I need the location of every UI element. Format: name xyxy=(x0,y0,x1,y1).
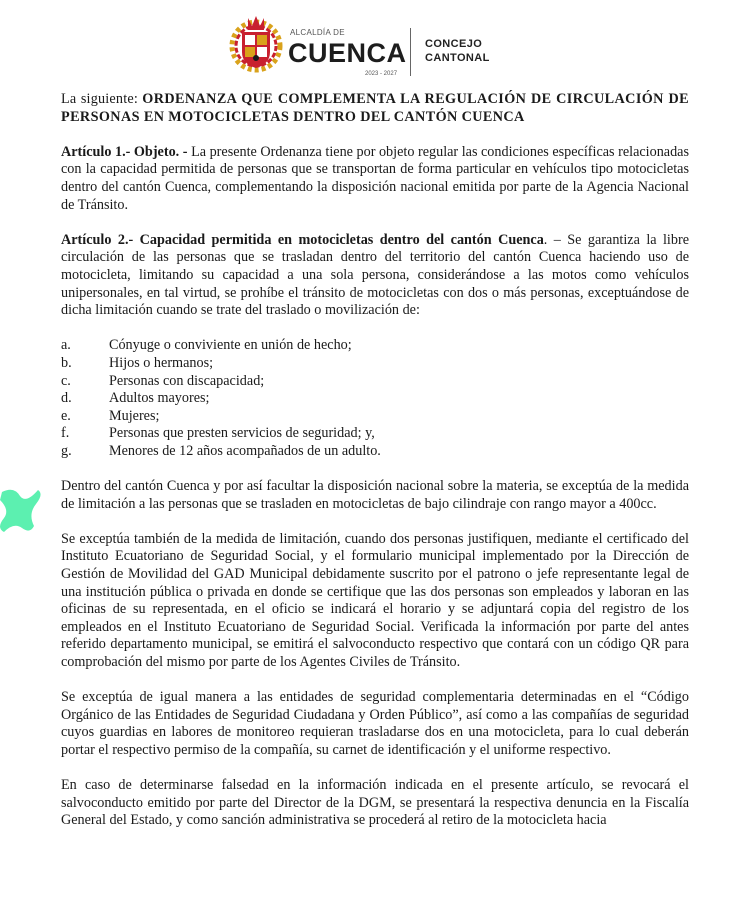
green-highlight-mark-icon xyxy=(0,482,48,538)
list-letter: d. xyxy=(61,390,72,407)
header-divider xyxy=(410,28,411,76)
list-text: Menores de 12 años acompañados de un adulto. xyxy=(109,442,381,459)
list-text: Mujeres; xyxy=(109,407,160,424)
list-text: Hijos o hermanos; xyxy=(109,354,214,371)
list-letter: a. xyxy=(61,337,71,354)
paragraph-security-exception: Se exceptúa de igual manera a las entidades de seguridad complementaria determinadas en el “Código Orgánico de las Entidades de Seguridad Ciudadana y Orden Público”, así como a las compañías de seguridad cuyos guardias en labores de monitoreo requieran trasladarse dos en una motocicleta, para lo cual deberán portar el respectivo permiso de la compañía, su carnet de identificación y el uniforme respectivo. xyxy=(61,689,689,758)
alcaldia-logo xyxy=(228,10,407,84)
article-1 xyxy=(61,144,689,214)
city-coat-of-arms-icon xyxy=(228,12,284,76)
logo-years: 2023 - 2027 xyxy=(365,71,398,77)
list-item xyxy=(61,390,689,408)
article-1-body: La presente Ordenanza tiene por objeto regular las condiciones específicas relacionadas con la capacidad permitida de personas que se transportan de forma particular en vehículos tipo motocicletas dentro del cantón Cuenca, complementando la disposición nacional emitida por parte de la Agencia Nacional de Tránsito. xyxy=(61,143,690,213)
list-text: Personas con discapacidad; xyxy=(109,372,265,389)
list-letter: b. xyxy=(61,354,72,371)
article-2-body: . – Se garantiza la libre circulación de las personas que se trasladan dentro del territorio del cantón Cuenca haciendo uso de motocicleta, limitando su capacidad a una sola persona, considerándose a las motos como vehículos unipersonales, en tal virtud, se prohíbe el tránsito de motocicletas con dos o más personas, exceptuándose de dicha limitación cuando se trate del traslado o movilización de: xyxy=(61,231,689,319)
logo-main-text: CUENCA xyxy=(288,38,407,68)
list-letter: c. xyxy=(61,372,71,389)
list-item xyxy=(61,337,689,355)
list-item xyxy=(61,373,689,391)
list-letter: e. xyxy=(61,407,71,424)
paragraph-employee-exception: Se exceptúa también de la medida de limitación, cuando dos personas justifiquen, mediante el certificado del Instituto Ecuatoriano de Seguridad Social, y el formulario municipal implementado por la Dirección de Gestión de Movilidad del GAD Municipal debidamente suscrito por el patrono o jefe representante legal de una institución pública o privada en donde se certifique que las dos personas son empleados y laboran en las oficinas de su representada, en el oficio se indicará el horario y se adjuntará copia del registro de los empleados en el Instituto Ecuatoriano de Seguridad Social. Verificada la información por parte del antes referido departamento municipal, se emitirá el salvoconducto respectivo que contará con un código QR para comprobación del mismo por parte de los Agentes Civiles de Tránsito. xyxy=(61,530,689,670)
article-1-heading: Artículo 1.- Objeto. - xyxy=(61,143,188,160)
list-item xyxy=(61,443,689,461)
council-line-1: CONCEJO xyxy=(425,38,483,50)
title-text: ORDENANZA QUE COMPLEMENTA LA REGULACIÓN DE CIRCULACIÓN DE PERSONAS EN MOTOCICLETAS DENTRO DEL CANTÓN CUENCA xyxy=(61,91,689,125)
council-name xyxy=(425,37,490,65)
article-2 xyxy=(61,232,689,320)
title-intro: La siguiente: xyxy=(61,91,139,107)
list-item xyxy=(61,355,689,373)
list-text: Adultos mayores; xyxy=(109,390,210,407)
council-line-2: CANTONAL xyxy=(425,52,490,64)
list-text: Cónyuge o conviviente en unión de hecho; xyxy=(109,337,352,354)
list-letter: g. xyxy=(61,442,72,459)
ordinance-title xyxy=(61,91,689,126)
list-letter: f. xyxy=(61,425,70,442)
logo-small-text: ALCALDÍA DE xyxy=(290,28,345,37)
paragraph-falsehood-sanction: En caso de determinarse falsedad en la información indicada en el presente artículo, se revocará el salvoconducto emitido por parte del Director de la DGM, se presentará la respectiva denuncia en la Fiscalía General del Estado, y como sanción administrativa se procederá al retiro de la motocicleta hacia xyxy=(61,777,689,829)
list-item xyxy=(61,425,689,443)
list-text: Personas que presten servicios de seguridad; y, xyxy=(109,425,375,442)
exceptions-list xyxy=(61,337,689,460)
paragraph-cylinder-exception: Dentro del cantón Cuenca y por así facultar la disposición nacional sobre la materia, se exceptúa de la medida de limitación a las personas que se trasladen en motocicletas de bajo cilindraje con rango mayor a 400cc. xyxy=(61,478,689,512)
list-item xyxy=(61,408,689,426)
ordinance-document xyxy=(61,91,689,848)
article-2-heading: Artículo 2.- Capacidad permitida en motocicletas dentro del cantón Cuenca xyxy=(61,231,544,248)
letterhead xyxy=(0,6,737,84)
